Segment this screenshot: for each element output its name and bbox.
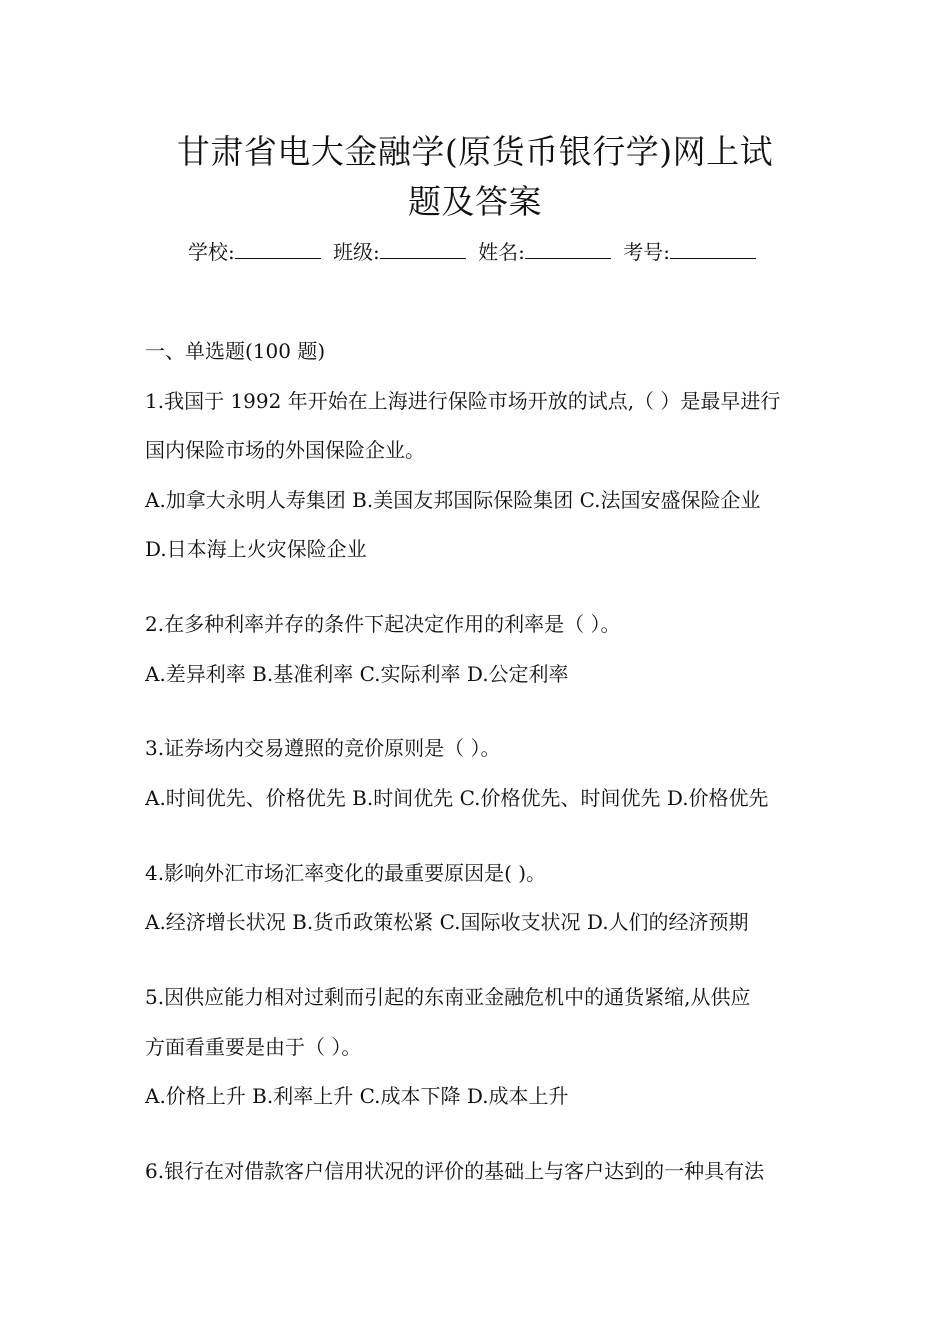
question-4-stem: 4.影响外汇市场汇率变化的最重要原因是( )。 <box>145 861 547 885</box>
name-label: 姓名: <box>478 240 525 264</box>
name-blank <box>525 238 611 259</box>
question-1-options-line-2: D.日本海上火灾保险企业 <box>145 537 367 561</box>
school-blank <box>235 238 321 259</box>
document-title-line-1: 甘肃省电大金融学(原货币银行学)网上试 <box>176 132 774 171</box>
question-6-stem-line-1: 6.银行在对借款客户信用状况的评价的基础上与客户达到的一种具有法 <box>145 1159 765 1183</box>
question-3-options: A.时间优先、价格优先 B.时间优先 C.价格优先、时间优先 D.价格优先 <box>145 786 769 810</box>
question-4-options: A.经济增长状况 B.货币政策松紧 C.国际收支状况 D.人们的经济预期 <box>145 910 749 934</box>
exam-number-label: 考号: <box>623 240 671 264</box>
document-title-line-2: 题及答案 <box>408 182 542 221</box>
question-2-options: A.差异利率 B.基准利率 C.实际利率 D.公定利率 <box>145 662 569 686</box>
question-3-stem: 3.证券场内交易遵照的竞价原则是（ ）。 <box>145 736 501 760</box>
class-blank <box>380 238 466 259</box>
class-label: 班级: <box>333 240 380 264</box>
question-2-stem: 2.在多种利率并存的条件下起决定作用的利率是（ ）。 <box>145 612 621 636</box>
question-1-options-line-1: A.加拿大永明人寿集团 B.美国友邦国际保险集团 C.法国安盛保险企业 <box>145 488 761 512</box>
student-info-row <box>120 238 830 266</box>
question-5-options: A.价格上升 B.利率上升 C.成本下降 D.成本上升 <box>145 1084 569 1108</box>
school-label: 学校: <box>187 240 235 264</box>
question-5-stem-line-1: 5.因供应能力相对过剩而引起的东南亚金融危机中的通货紧缩,从供应 <box>145 985 751 1009</box>
question-1-stem-line-1: 1.我国于 1992 年开始在上海进行保险市场开放的试点,（ ）是最早进行 <box>145 389 781 413</box>
question-1-stem-line-2: 国内保险市场的外国保险企业。 <box>145 438 425 462</box>
question-5-stem-line-2: 方面看重要是由于（ ）。 <box>145 1035 362 1059</box>
section-heading: 一、单选题(100 题) <box>145 339 326 363</box>
exam-number-blank <box>670 238 756 259</box>
